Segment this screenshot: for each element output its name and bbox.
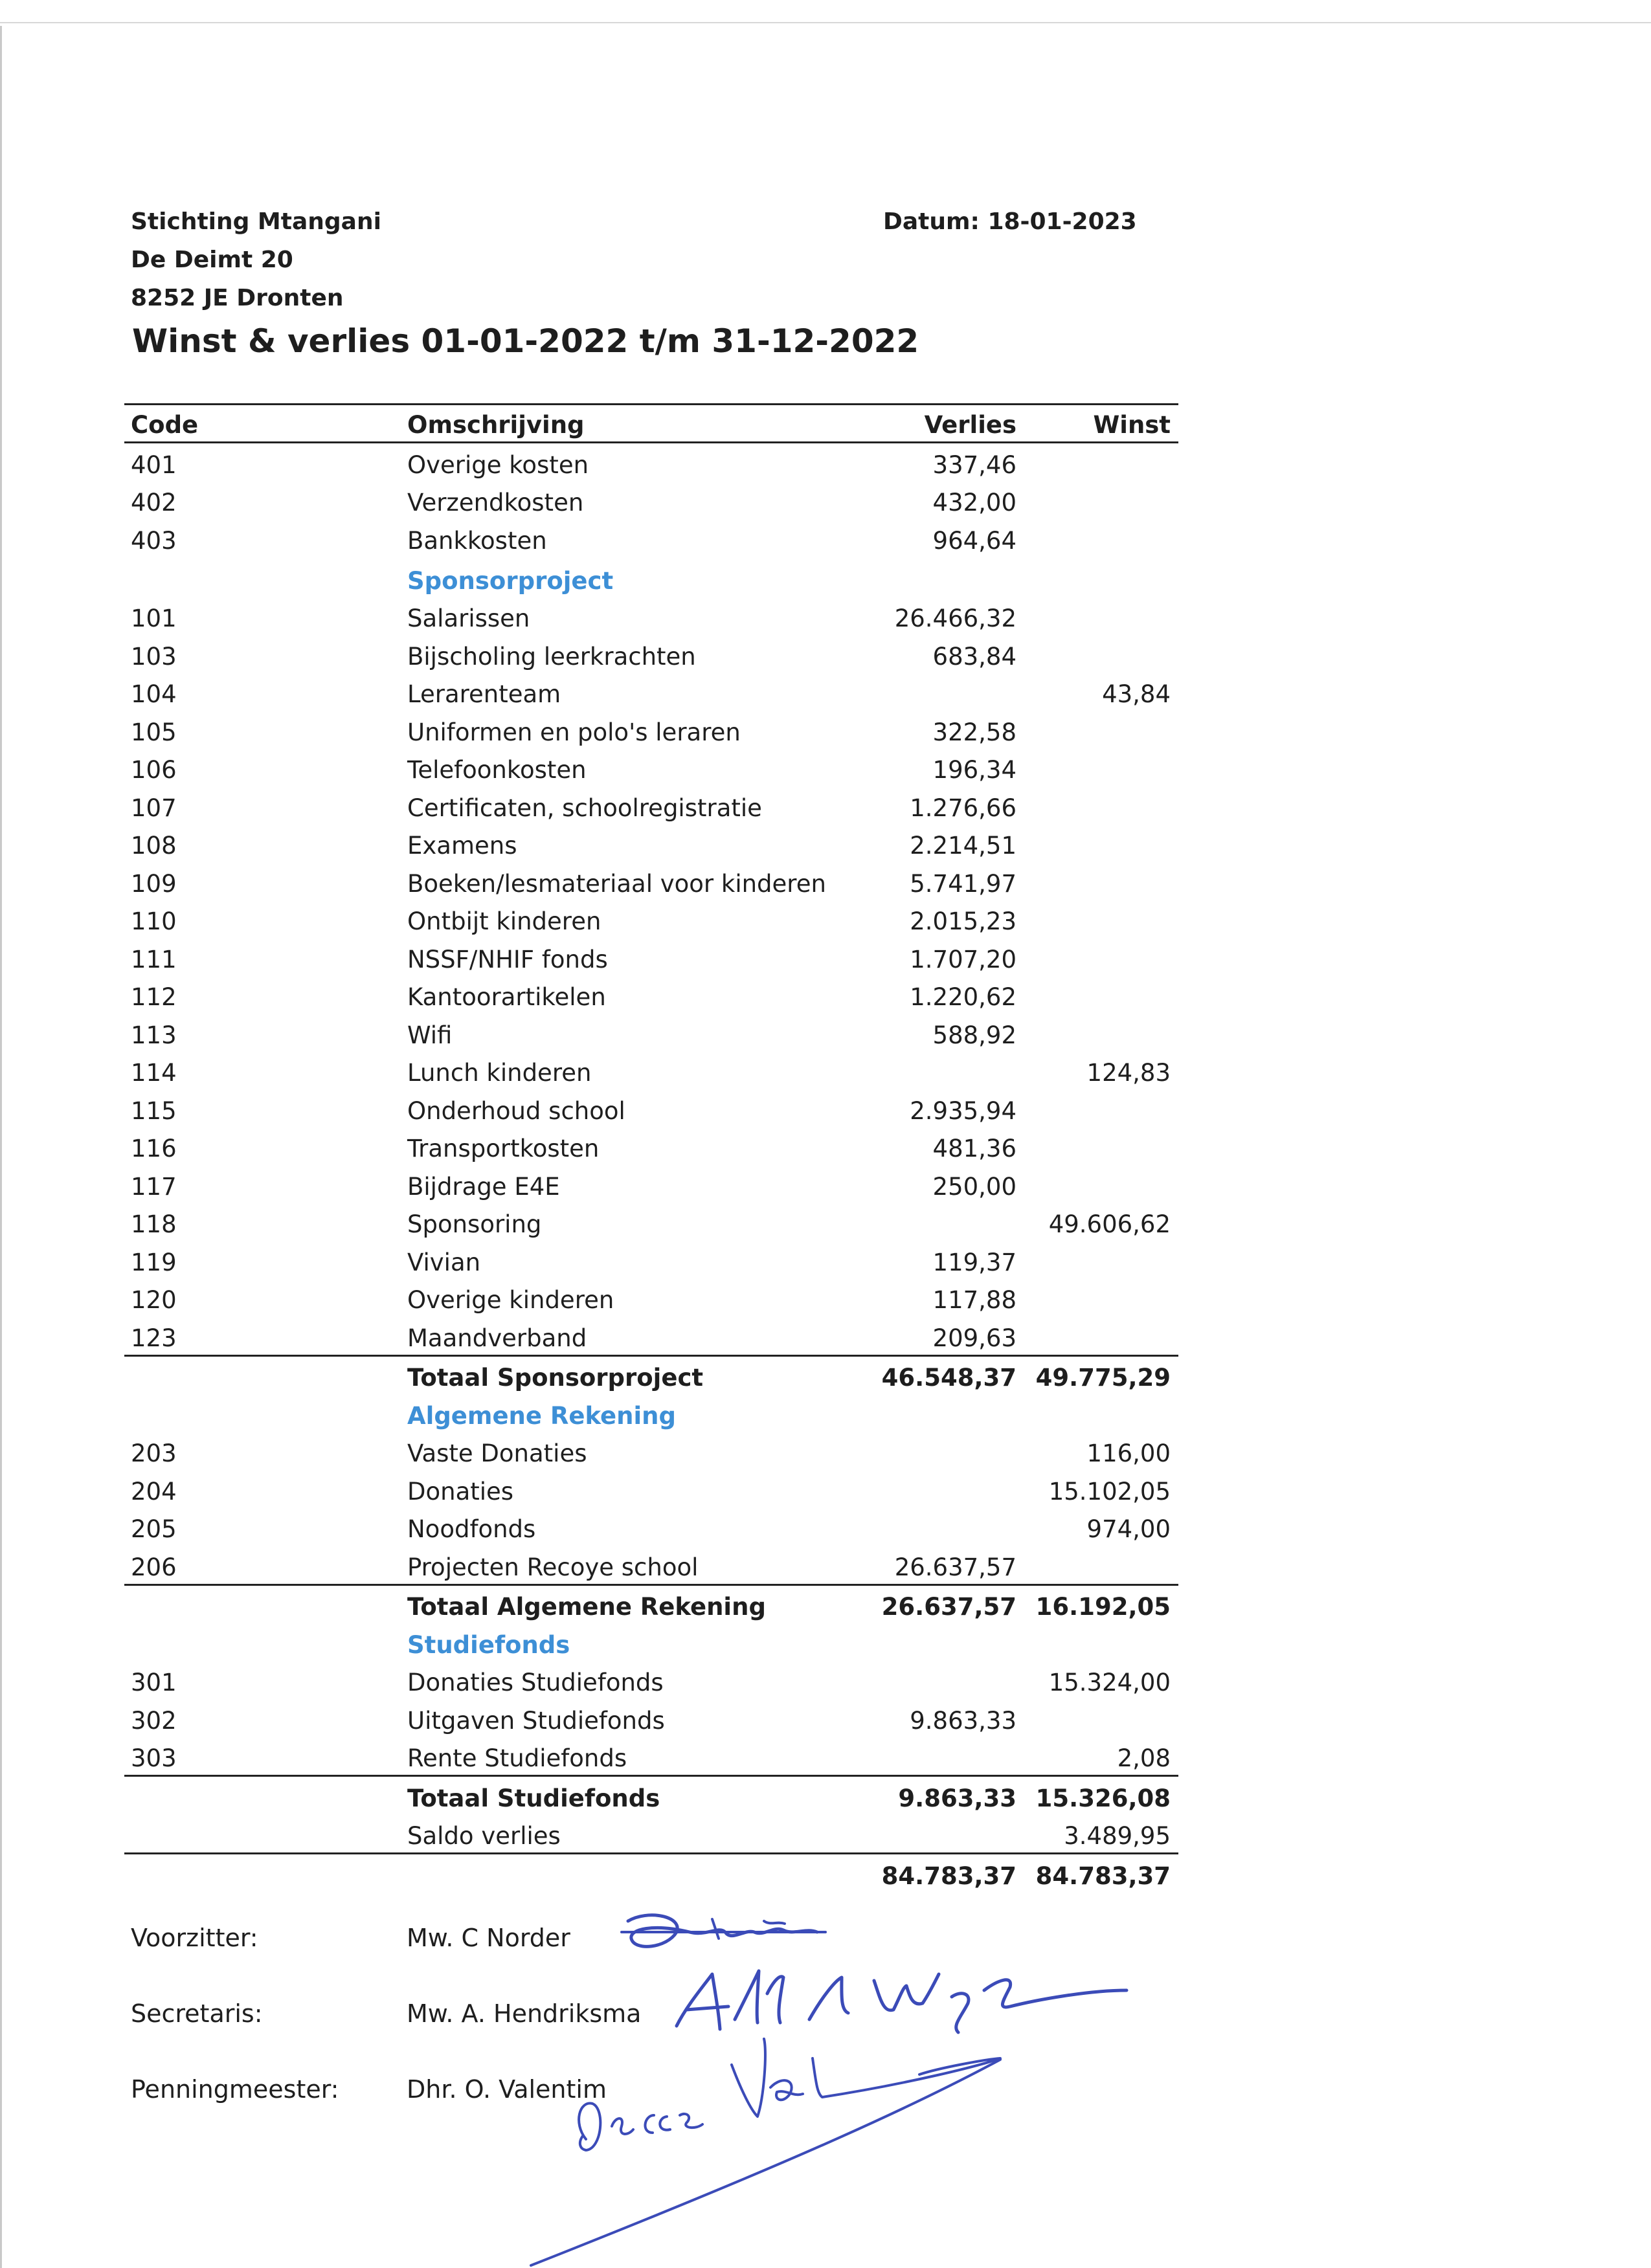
row-loss: 964,64 <box>932 526 1016 555</box>
row-code: 113 <box>131 1021 177 1049</box>
table-row <box>124 862 1178 900</box>
row-description: Salarissen <box>407 605 530 632</box>
row-code: 120 <box>131 1286 177 1314</box>
row-code: 205 <box>131 1515 177 1543</box>
row-code: 118 <box>131 1210 177 1238</box>
row-description: Vivian <box>407 1248 481 1276</box>
row-description: Rente Studiefonds <box>407 1744 627 1772</box>
row-description: Examens <box>407 832 517 860</box>
row-code: 110 <box>131 907 177 935</box>
table-row <box>124 938 1178 976</box>
table-row <box>124 976 1178 1014</box>
row-description: Certificaten, schoolregistratie <box>407 794 762 822</box>
row-loss: 9.863,33 <box>898 1784 1016 1812</box>
table-row <box>124 786 1178 825</box>
row-profit: 2,08 <box>1117 1744 1171 1772</box>
row-description: Ontbijt kinderen <box>407 907 601 935</box>
header-loss: Verlies <box>924 411 1016 439</box>
row-loss: 117,88 <box>932 1286 1016 1314</box>
table-row <box>124 1317 1178 1355</box>
row-description: Onderhoud school <box>407 1096 625 1125</box>
row-loss: 2.214,51 <box>910 832 1016 860</box>
table-row <box>124 1508 1178 1546</box>
row-description: Lerarenteam <box>407 680 561 708</box>
table-row <box>124 1052 1178 1090</box>
row-description: Uniformen en polo's leraren <box>407 718 741 746</box>
profit-loss-table <box>124 403 1178 1893</box>
table-row <box>124 1279 1178 1317</box>
table-header <box>124 403 1178 443</box>
table-body <box>124 443 1178 1893</box>
row-description: Transportkosten <box>407 1135 600 1162</box>
row-profit: 15.326,08 <box>1035 1784 1171 1812</box>
row-description: Studiefonds <box>407 1630 570 1659</box>
row-loss: 9.863,33 <box>910 1706 1016 1735</box>
row-description: Uitgaven Studiefonds <box>407 1706 665 1735</box>
total-row <box>124 1584 1178 1624</box>
table-row <box>124 1815 1178 1853</box>
row-description: Bijdrage E4E <box>407 1172 560 1201</box>
document-date: Datum: 18-01-2023 <box>883 208 1137 235</box>
row-loss: 432,00 <box>932 489 1016 517</box>
table-row <box>124 711 1178 749</box>
table-row <box>124 1165 1178 1203</box>
table-row <box>124 1432 1178 1471</box>
table-row <box>124 1128 1178 1166</box>
row-code: 117 <box>131 1172 177 1201</box>
scan-edge-left <box>0 26 2 2268</box>
row-profit: 49.606,62 <box>1048 1210 1171 1238</box>
row-profit: 116,00 <box>1086 1440 1171 1467</box>
row-description: Lunch kinderen <box>407 1059 592 1087</box>
row-description: Donaties <box>407 1477 514 1506</box>
header-description: Omschrijving <box>407 411 585 439</box>
row-description: Bijscholing leerkrachten <box>407 642 696 671</box>
row-code: 103 <box>131 642 177 671</box>
row-code: 203 <box>131 1440 177 1467</box>
table-row <box>124 635 1178 673</box>
row-code: 302 <box>131 1706 177 1735</box>
row-code: 119 <box>131 1248 177 1276</box>
row-description: Donaties Studiefonds <box>407 1669 664 1696</box>
total-row <box>124 1775 1178 1815</box>
row-code: 106 <box>131 756 177 784</box>
table-row <box>124 1546 1178 1584</box>
signatory-role: Penningmeester: <box>131 2075 339 2104</box>
row-loss: 683,84 <box>932 642 1016 671</box>
row-loss: 322,58 <box>932 718 1016 746</box>
row-loss: 26.637,57 <box>894 1553 1016 1581</box>
row-description: Overige kosten <box>407 450 589 479</box>
org-name: Stichting Mtangani <box>131 208 381 235</box>
row-code: 401 <box>131 450 177 479</box>
org-address-city: 8252 JE Dronten <box>131 285 344 311</box>
row-loss: 1.707,20 <box>910 945 1016 973</box>
row-loss: 481,36 <box>932 1135 1016 1162</box>
row-loss: 1.276,66 <box>910 794 1016 822</box>
signature-norder <box>622 1915 826 1947</box>
row-description: NSSF/NHIF fonds <box>407 945 608 973</box>
page-title: Winst & verlies 01-01-2022 t/m 31-12-2022 <box>132 322 919 360</box>
row-profit: 15.324,00 <box>1048 1669 1171 1696</box>
row-code: 204 <box>131 1477 177 1506</box>
table-row <box>124 482 1178 520</box>
scan-edge-top <box>0 22 1651 23</box>
row-code: 301 <box>131 1669 177 1696</box>
org-address-street: De Deimt 20 <box>131 247 293 273</box>
row-loss: 209,63 <box>932 1324 1016 1352</box>
row-loss: 5.741,97 <box>910 869 1016 898</box>
row-description: Projecten Recoye school <box>407 1553 699 1581</box>
row-loss: 84.783,37 <box>881 1862 1016 1890</box>
row-description: Sponsoring <box>407 1210 542 1238</box>
row-description: Bankkosten <box>407 526 547 555</box>
signature-valentim <box>531 2039 1000 2265</box>
row-description: Sponsorproject <box>407 566 614 595</box>
row-profit: 3.489,95 <box>1064 1822 1171 1850</box>
row-loss: 2.015,23 <box>910 907 1016 935</box>
row-description: Vaste Donaties <box>407 1440 587 1467</box>
row-profit: 974,00 <box>1086 1515 1171 1543</box>
row-profit: 49.775,29 <box>1035 1364 1171 1392</box>
row-loss: 46.548,37 <box>881 1364 1016 1392</box>
table-row <box>124 1014 1178 1052</box>
row-code: 109 <box>131 869 177 898</box>
table-row <box>124 1203 1178 1241</box>
row-profit: 15.102,05 <box>1048 1477 1171 1506</box>
section-heading <box>124 1394 1178 1432</box>
row-code: 108 <box>131 832 177 860</box>
row-code: 107 <box>131 794 177 822</box>
row-code: 114 <box>131 1059 177 1087</box>
header-profit: Winst <box>1093 411 1171 439</box>
row-loss: 196,34 <box>932 756 1016 784</box>
row-description: Telefoonkosten <box>407 756 587 784</box>
table-row <box>124 443 1178 482</box>
row-loss: 337,46 <box>932 450 1016 479</box>
row-code: 104 <box>131 680 177 708</box>
row-code: 123 <box>131 1324 177 1352</box>
table-row <box>124 519 1178 557</box>
row-code: 403 <box>131 526 177 555</box>
table-row <box>124 1470 1178 1508</box>
row-code: 115 <box>131 1096 177 1125</box>
row-description: Overige kinderen <box>407 1286 614 1314</box>
table-row <box>124 597 1178 636</box>
signatory-name: Mw. C Norder <box>407 1924 570 1952</box>
table-row <box>124 1089 1178 1128</box>
row-profit: 16.192,05 <box>1035 1593 1171 1621</box>
row-description: Algemene Rekening <box>407 1401 677 1430</box>
row-profit: 84.783,37 <box>1035 1862 1171 1890</box>
table-row <box>124 1241 1178 1279</box>
row-description: Totaal Algemene Rekening <box>407 1593 766 1621</box>
table-row <box>124 900 1178 939</box>
row-description: Verzendkosten <box>407 489 584 517</box>
row-code: 112 <box>131 983 177 1011</box>
table-row <box>124 1699 1178 1737</box>
signature-hendriksma <box>677 1971 1127 2032</box>
table-row <box>124 1737 1178 1775</box>
row-loss: 26.466,32 <box>894 605 1016 632</box>
row-description: Wifi <box>407 1021 453 1049</box>
row-code: 402 <box>131 489 177 517</box>
row-profit: 43,84 <box>1102 680 1171 708</box>
row-loss: 2.935,94 <box>910 1096 1016 1125</box>
total-row <box>124 1852 1178 1893</box>
row-loss: 26.637,57 <box>881 1593 1016 1621</box>
table-row <box>124 825 1178 863</box>
header-code: Code <box>131 411 199 439</box>
row-profit: 124,83 <box>1086 1059 1171 1087</box>
signatory-role: Voorzitter: <box>131 1924 258 1952</box>
row-description: Maandverband <box>407 1324 587 1352</box>
section-heading <box>124 557 1178 597</box>
row-code: 303 <box>131 1744 177 1772</box>
row-code: 101 <box>131 605 177 632</box>
row-loss: 250,00 <box>932 1172 1016 1201</box>
row-description: Totaal Studiefonds <box>407 1784 660 1812</box>
row-description: Noodfonds <box>407 1515 536 1543</box>
row-description: Totaal Sponsorproject <box>407 1364 704 1392</box>
table-row <box>124 749 1178 787</box>
table-row <box>124 1662 1178 1700</box>
row-code: 116 <box>131 1135 177 1162</box>
row-description: Boeken/lesmateriaal voor kinderen <box>407 869 826 898</box>
row-loss: 1.220,62 <box>910 983 1016 1011</box>
row-description: Saldo verlies <box>407 1822 561 1850</box>
row-code: 111 <box>131 945 177 973</box>
signatory-name: Dhr. O. Valentim <box>407 2075 607 2104</box>
signatory-role: Secretaris: <box>131 1999 263 2028</box>
section-heading <box>124 1623 1178 1662</box>
row-loss: 588,92 <box>932 1021 1016 1049</box>
row-code: 105 <box>131 718 177 746</box>
row-description: Kantoorartikelen <box>407 983 606 1011</box>
table-row <box>124 673 1178 711</box>
signatory-name: Mw. A. Hendriksma <box>407 1999 642 2028</box>
row-loss: 119,37 <box>932 1248 1016 1276</box>
row-code: 206 <box>131 1553 177 1581</box>
total-row <box>124 1355 1178 1395</box>
